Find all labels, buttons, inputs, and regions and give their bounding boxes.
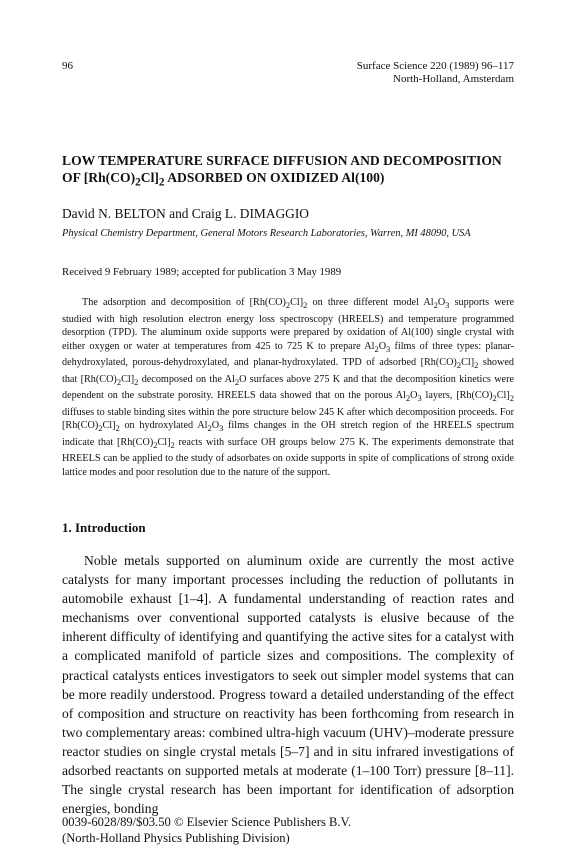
article-title: LOW TEMPERATURE SURFACE DIFFUSION AND DECOMPOSITION OF $[Rh(CO)_2Cl]_2$ ADSORBED ON OXIDIZED Al(100) <box>62 153 502 189</box>
affiliation: Physical Chemistry Department, General Motors Research Laboratories, Warren, MI 48090, USA <box>62 228 471 239</box>
authors: David N. BELTON and Craig L. DIMAGGIO <box>62 206 309 221</box>
publisher-division: (North-Holland Physics Publishing Division) <box>62 831 290 845</box>
abstract: The adsorption and decomposition of $[Rh(CO)_2Cl]_2$ on three different model $Al_2O_3$ supports were studied with high resolution electron energy loss spectroscopy (HREELS) and temperature programmed desorption (TPD). The aluminum oxide supports were prepared by oxidation of Al(100) single crystal with either oxygen or water at temperatures from 425 to 725 K to prepare $Al_2O_3$ films of three types: planar-dehydroxylated, porous-dehydroxylated, and planar-hydroxylated. TPD of adsorbed $[Rh(CO)_2Cl]_2$ showed that $[Rh(CO)_2Cl]_2$ decomposed on the $Al_2O$ surfaces above 275 K and that the decomposition kinetics were dependent on the substrate porosity. HREELS data showed that on the porous $Al_2O_3$ layers, $[Rh(CO)_2Cl]_2$ diffuses to stable binding sites within the pore structure below 245 K after which decomposition proceeds. For $[Rh(CO)_2Cl]_2$ on hydroxylated $Al_2O_3$ films changes in the OH stretch region of the HREELS spectrum indicate that $[Rh(CO)_2Cl]_2$ reacts with surface OH groups below 275 K. The experiments demonstrate that HREELS can be applied to the study of adsorbates on oxide supports in spite of complications of strong oxide lattice modes and poor resolution due to the nature of the support. <box>62 297 514 478</box>
copyright-footer <box>62 814 351 846</box>
page-number: 96 <box>62 60 73 72</box>
journal-info <box>357 60 514 86</box>
journal-citation: Surface Science 220 (1989) 96–117 <box>356 60 514 72</box>
journal-publisher: North-Holland, Amsterdam <box>393 73 514 85</box>
section-heading-introduction: 1. Introduction <box>62 520 146 535</box>
received-dates: Received 9 February 1989; accepted for publication 3 May 1989 <box>62 266 342 278</box>
copyright-line: 0039-6028/89/$03.50 © Elsevier Science Publishers B.V. <box>62 815 352 829</box>
introduction-paragraph: Noble metals supported on aluminum oxide are currently the most active catalysts for many important processes including the reduction of pollutants in automobile exhaust [1–4]. A fundamental understanding of reaction rates and mechanisms over conventional supported catalysts is elusive because of the inherent difficulty of identifying and quantifying the active sites for a catalyst with a complicated manifold of particle sizes and compositions. The complexity of practical catalysts entices investigators to seek out simpler model systems that can be more readily understood. Progress toward a detailed understanding of the effect of composition and structure on reactivity has been forthcoming from research in two complementary areas: combined ultra-high vacuum (UHV)–moderate pressure reactor studies on single crystal metals [5–7] and in situ infrared investigations of adsorbed reactants on supported metals at moderate (1–100 Torr) pressure [8–11]. The single crystal research has been important for identification of adsorption energies, bonding <box>62 553 514 817</box>
